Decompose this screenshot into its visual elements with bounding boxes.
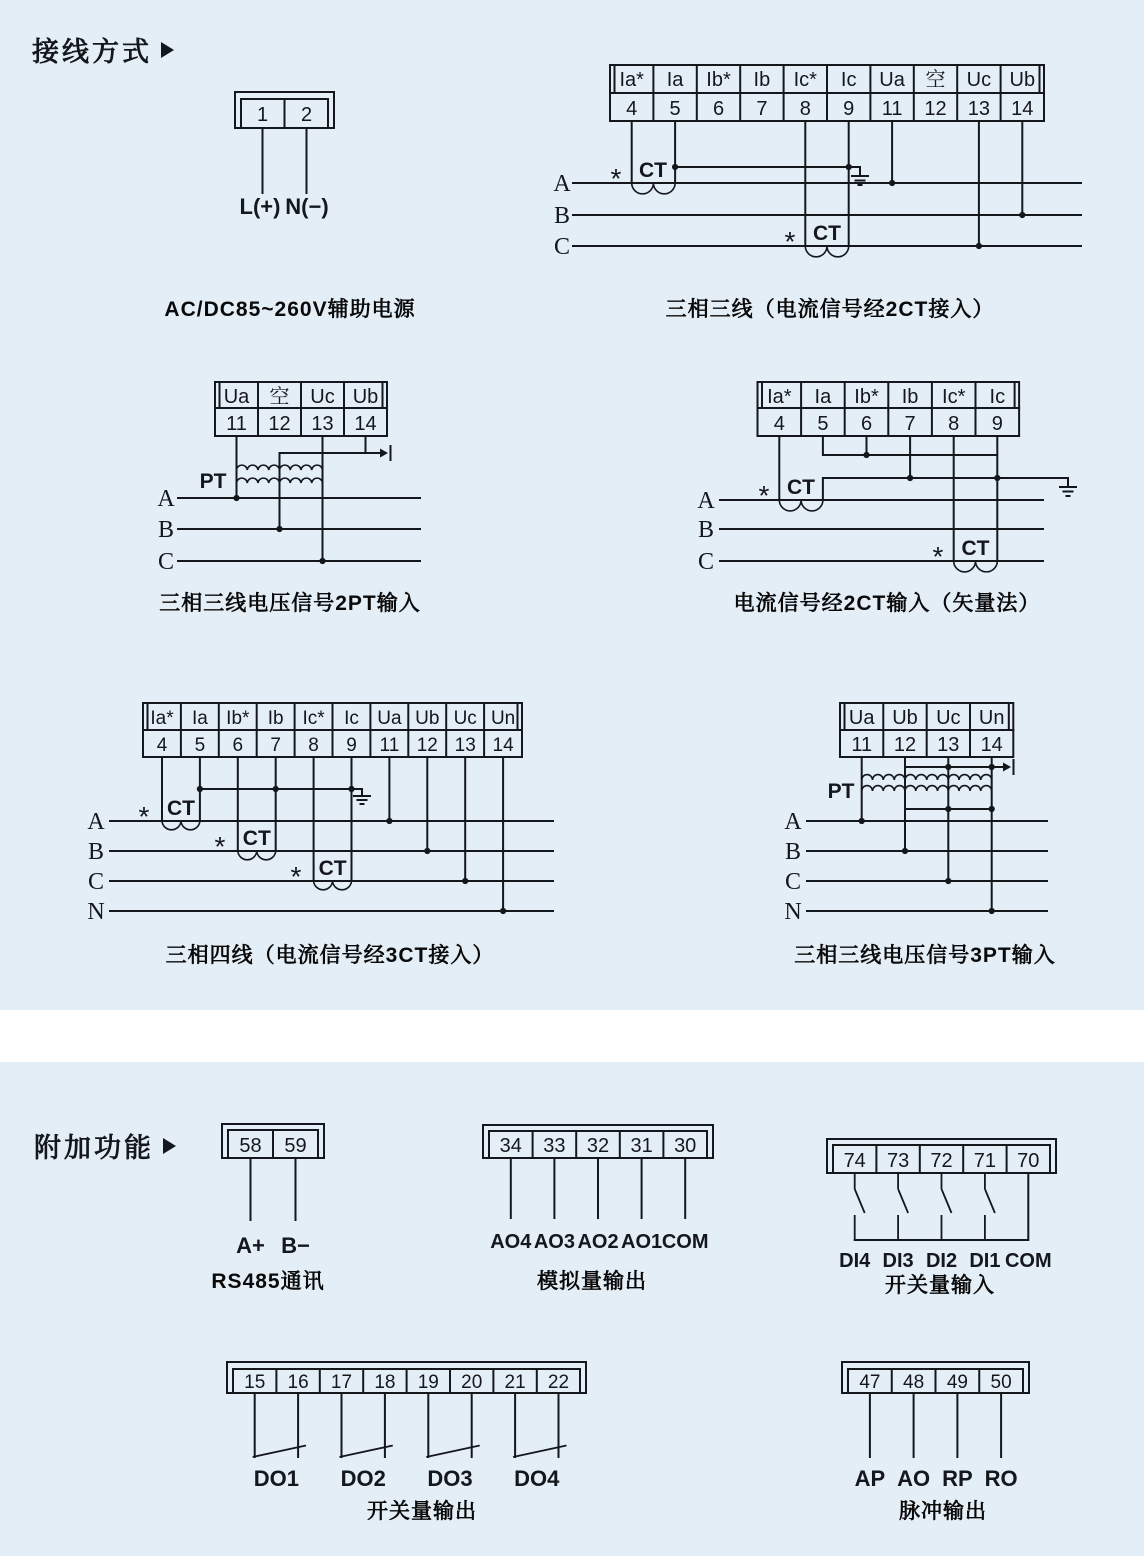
phase-label: N xyxy=(87,899,105,925)
diagram-2ct-vector xyxy=(690,370,1120,595)
terminal-number: 6 xyxy=(712,98,725,120)
diagram-digital-output xyxy=(200,1358,620,1498)
earth-icon xyxy=(1060,478,1076,496)
section-title-text: 附加功能 xyxy=(34,1133,154,1163)
terminal-strip xyxy=(758,382,1020,436)
lead-label: DI3 xyxy=(882,1250,914,1272)
terminal-label: Ib* xyxy=(706,69,731,91)
phase-label: C xyxy=(87,869,105,895)
phase-lines xyxy=(784,809,1047,925)
lead-label: DI4 xyxy=(839,1250,871,1272)
lead-label: DO2 xyxy=(340,1466,386,1491)
lead-label: DO1 xyxy=(253,1466,300,1491)
ct-symbol-b xyxy=(215,827,276,862)
terminal-number: 9 xyxy=(843,98,855,120)
ct-coil xyxy=(632,183,675,194)
terminal-number: 73 xyxy=(886,1150,910,1172)
terminal-label: 空 xyxy=(925,69,946,91)
diagram-caption: 三相三线电压信号3PT输入 xyxy=(794,944,1056,967)
phase-label: N xyxy=(784,899,802,925)
terminal-strip xyxy=(143,703,522,757)
section-title-extra xyxy=(34,1126,176,1165)
terminal-label: Ib* xyxy=(226,708,250,729)
terminal-label: Ic* xyxy=(793,69,817,91)
terminal-label: Ub xyxy=(892,707,918,729)
section-separator xyxy=(0,1010,1144,1062)
lead-label: B− xyxy=(281,1233,310,1258)
switch-contact xyxy=(985,1173,995,1240)
switch-contacts xyxy=(855,1173,995,1240)
diagram-caption: RS485通讯 xyxy=(211,1270,325,1293)
terminal-label: Ic xyxy=(840,69,857,91)
diagram-caption: 模拟量输出 xyxy=(537,1270,647,1293)
terminal-number: 9 xyxy=(346,735,357,756)
polarity-star: * xyxy=(610,163,622,194)
wires xyxy=(862,757,1003,911)
ct-label: CT xyxy=(167,797,195,820)
ct-label: CT xyxy=(813,222,841,245)
terminal-label: Ia xyxy=(814,386,832,408)
terminal-number: 8 xyxy=(308,735,319,756)
terminal-label: Ub xyxy=(352,386,379,408)
earth-arrow-icon xyxy=(380,446,391,460)
terminal-number: 6 xyxy=(232,735,244,756)
terminal-number: 7 xyxy=(904,413,916,435)
terminal-label: Un xyxy=(490,708,516,729)
ct-coil xyxy=(162,821,200,830)
ct-label: CT xyxy=(318,857,347,880)
terminal-number: 70 xyxy=(1017,1150,1040,1172)
switch-contact xyxy=(898,1173,908,1240)
terminal-label: Ia xyxy=(191,708,208,729)
terminal-number: 59 xyxy=(284,1135,307,1157)
terminal-number: 1 xyxy=(256,104,269,126)
phase-lines xyxy=(157,486,420,575)
phase-label: C xyxy=(697,549,715,575)
phase-label: B xyxy=(553,203,571,229)
pt-primary-coil xyxy=(862,775,992,780)
terminal-label: Ib xyxy=(753,69,771,91)
lead-label: AO2 xyxy=(577,1231,619,1253)
terminal-number: 16 xyxy=(287,1372,309,1393)
lead-label: DO3 xyxy=(427,1466,473,1491)
terminal-label: Ua xyxy=(377,708,402,729)
diagram-caption: 三相三线（电流信号经2CT接入） xyxy=(665,298,995,321)
terminal-number: 4 xyxy=(626,98,638,120)
terminal-number: 4 xyxy=(156,735,168,756)
terminal-number: 14 xyxy=(1011,98,1034,120)
wires xyxy=(779,436,1068,561)
terminal-number: 11 xyxy=(881,98,903,120)
polarity-star: * xyxy=(214,831,226,862)
terminal-label: Ia* xyxy=(619,69,644,91)
phase-line xyxy=(807,821,1047,911)
pt-secondary-coil xyxy=(862,786,992,791)
terminal-strip xyxy=(215,382,387,436)
ct-coil xyxy=(238,851,276,860)
terminal-number: 7 xyxy=(270,735,281,756)
terminal-number: 14 xyxy=(980,734,1003,756)
terminal-label: Ia* xyxy=(767,386,792,408)
ct-coil xyxy=(314,881,352,890)
lead-label: RO xyxy=(984,1466,1018,1491)
phase-line xyxy=(178,498,420,561)
ct-label: CT xyxy=(242,827,271,850)
diagram-caption: AC/DC85~260V辅助电源 xyxy=(164,298,416,321)
terminal-number: 71 xyxy=(973,1150,997,1172)
terminal-number: 50 xyxy=(990,1372,1012,1393)
lead-label: COM xyxy=(661,1231,709,1253)
terminal-label: Uc xyxy=(310,386,335,408)
terminal-label: Uc xyxy=(936,707,961,729)
ct-coil xyxy=(954,561,998,572)
terminal-number: 20 xyxy=(461,1372,483,1393)
terminal-label: Ic xyxy=(989,386,1006,408)
earth-arrow-icon xyxy=(1003,760,1014,774)
terminal-number: 11 xyxy=(379,735,400,756)
polarity-star: * xyxy=(138,801,150,832)
earth-icon xyxy=(354,789,370,804)
terminal-label: Ua xyxy=(879,69,905,91)
polarity-star: * xyxy=(784,226,796,257)
terminal-label: Ub xyxy=(1009,69,1036,91)
terminal-number: 19 xyxy=(417,1372,439,1393)
terminal-number: 22 xyxy=(547,1372,570,1393)
terminal-number: 12 xyxy=(924,98,947,120)
wires xyxy=(251,1158,296,1220)
phase-label: B xyxy=(87,839,105,865)
terminal-label: Ub xyxy=(415,708,440,729)
terminal-number: 17 xyxy=(330,1372,353,1393)
section-title-wiring xyxy=(32,30,174,69)
diagram-analog-output xyxy=(460,1122,720,1262)
terminal-number: 15 xyxy=(244,1372,266,1393)
terminal-number: 31 xyxy=(630,1135,653,1157)
phase-label: A xyxy=(157,486,175,512)
phase-label: C xyxy=(157,549,175,575)
phase-label: A xyxy=(553,171,571,197)
terminal-strip xyxy=(227,1362,586,1393)
pt-label: PT xyxy=(827,780,855,803)
lead-label: L(+) xyxy=(239,194,281,219)
wires xyxy=(511,1158,685,1218)
ct-coil xyxy=(779,500,823,511)
terminal-label: Un xyxy=(978,707,1005,729)
terminal-number: 8 xyxy=(799,98,811,120)
terminal-number: 30 xyxy=(674,1135,697,1157)
pt-symbol xyxy=(828,775,992,803)
lead-label: AP xyxy=(854,1466,886,1491)
terminal-number: 21 xyxy=(504,1372,526,1393)
lead-label: COM xyxy=(1004,1250,1052,1272)
terminal-number: 12 xyxy=(268,413,291,435)
diagram-aux-power xyxy=(140,90,460,230)
terminal-label: Uc xyxy=(453,708,477,729)
polarity-star: * xyxy=(932,541,944,572)
phase-label: A xyxy=(784,809,802,835)
strip-dividers xyxy=(276,1369,536,1393)
terminal-number: 14 xyxy=(354,413,377,435)
lead-label: AO1 xyxy=(621,1231,663,1253)
terminal-number: 13 xyxy=(967,98,991,120)
terminal-label: Ic* xyxy=(942,386,966,408)
lead-label: AO4 xyxy=(490,1231,532,1253)
phase-label: B xyxy=(784,839,802,865)
terminal-number: 11 xyxy=(226,413,247,435)
pt-label: PT xyxy=(199,470,227,493)
terminal-label: Ic xyxy=(344,708,359,729)
terminal-number: 12 xyxy=(416,735,438,756)
terminal-label: Ua xyxy=(223,386,250,408)
diagram-digital-input xyxy=(810,1137,1090,1287)
terminal-number: 13 xyxy=(454,735,476,756)
terminal-number: 5 xyxy=(194,735,206,756)
terminal-label: Ic* xyxy=(302,708,325,729)
diagram-2pt xyxy=(140,370,450,595)
ct-symbol-c xyxy=(933,537,998,572)
diagram-caption: 开关量输入 xyxy=(885,1274,995,1297)
terminal-number: 4 xyxy=(773,413,785,435)
ct-label: CT xyxy=(961,537,990,560)
terminal-label: Ia xyxy=(666,69,684,91)
phase-label: A xyxy=(697,488,715,514)
terminal-number: 12 xyxy=(893,734,917,756)
terminal-label: Ib* xyxy=(854,386,879,408)
lead-label: AO xyxy=(897,1466,931,1491)
lead-label: N(−) xyxy=(285,194,329,219)
diagram-3pt xyxy=(770,695,1100,935)
lead-label: A+ xyxy=(236,1233,265,1258)
switch-contact xyxy=(942,1173,952,1240)
terminal-number: 2 xyxy=(300,104,313,126)
terminal-number: 58 xyxy=(239,1135,262,1157)
phase-lines xyxy=(697,488,1043,575)
polarity-star: * xyxy=(290,861,302,892)
diagram-2ct xyxy=(550,55,1110,280)
diagram-caption: 三相三线电压信号2PT输入 xyxy=(159,592,421,615)
section-title-text: 接线方式 xyxy=(32,37,152,67)
terminal-number: 74 xyxy=(843,1150,866,1172)
lead-label: DI2 xyxy=(925,1250,958,1272)
terminal-number: 5 xyxy=(817,413,829,435)
diagram-pulse-output xyxy=(820,1358,1060,1498)
triangle-bullet-icon xyxy=(161,42,174,58)
terminal-number: 14 xyxy=(492,735,514,756)
phase-label: B xyxy=(697,517,715,543)
junction-dots xyxy=(863,452,1000,481)
diagram-caption: 开关量输出 xyxy=(367,1500,477,1523)
terminal-number: 7 xyxy=(756,98,768,120)
ct-symbol-a xyxy=(139,797,200,832)
terminal-number: 72 xyxy=(930,1150,953,1172)
terminal-number: 33 xyxy=(543,1135,566,1157)
terminal-label: Uc xyxy=(966,69,992,91)
ct-label: CT xyxy=(639,159,667,182)
terminal-label: Ib xyxy=(901,386,919,408)
diagram-3ct xyxy=(80,695,580,935)
terminal-number: 8 xyxy=(948,413,960,435)
terminal-strip xyxy=(235,92,334,128)
lead-label: DI1 xyxy=(969,1250,1001,1272)
phase-label: A xyxy=(87,809,105,835)
terminal-label: 空 xyxy=(269,386,290,408)
terminal-number: 13 xyxy=(937,734,960,756)
terminal-strip xyxy=(842,1362,1029,1393)
terminal-strip xyxy=(483,1125,713,1158)
ct-symbol-a xyxy=(611,159,676,194)
terminal-strip xyxy=(840,703,1013,757)
terminal-strip xyxy=(827,1139,1056,1173)
wires xyxy=(263,128,307,193)
diagram-caption: 脉冲输出 xyxy=(899,1500,987,1523)
ct-symbol-c xyxy=(785,222,849,257)
ct-coil xyxy=(805,246,848,257)
switch-contact xyxy=(855,1173,865,1240)
ct-symbol-a xyxy=(759,476,823,511)
terminal-number: 32 xyxy=(586,1135,610,1157)
terminal-label: Ib xyxy=(267,708,284,729)
terminal-strip xyxy=(222,1124,324,1158)
phase-label: B xyxy=(157,517,175,543)
terminal-strip xyxy=(610,65,1044,121)
terminal-number: 13 xyxy=(311,413,334,435)
terminal-number: 48 xyxy=(903,1372,925,1393)
terminal-number: 18 xyxy=(374,1372,396,1393)
phase-label: C xyxy=(553,234,571,260)
diagram-caption: 三相四线（电流信号经3CT接入） xyxy=(165,944,495,967)
wires xyxy=(870,1393,1001,1457)
pt-symbol xyxy=(200,465,323,493)
terminal-label: Ia* xyxy=(150,708,174,729)
lead-label: AO3 xyxy=(533,1231,575,1253)
terminal-number: 47 xyxy=(859,1372,881,1393)
phase-label: C xyxy=(784,869,802,895)
terminal-number: 34 xyxy=(499,1135,522,1157)
terminal-label: Ua xyxy=(848,707,875,729)
terminal-number: 11 xyxy=(851,734,873,756)
terminal-number: 9 xyxy=(991,413,1003,435)
ct-symbol-c xyxy=(291,857,352,892)
wires xyxy=(162,757,503,911)
terminal-number: 5 xyxy=(669,98,681,120)
triangle-bullet-icon xyxy=(163,1138,176,1154)
lead-label: DO4 xyxy=(514,1466,560,1491)
polarity-star: * xyxy=(758,480,770,511)
ct-label: CT xyxy=(787,476,815,499)
diagram-rs485 xyxy=(200,1122,380,1262)
terminal-number: 6 xyxy=(860,413,873,435)
switch-contacts xyxy=(253,1446,567,1458)
lead-label: RP xyxy=(942,1466,973,1491)
diagram-caption: 电流信号经2CT输入（矢量法） xyxy=(733,592,1041,615)
terminal-number: 49 xyxy=(946,1372,968,1393)
